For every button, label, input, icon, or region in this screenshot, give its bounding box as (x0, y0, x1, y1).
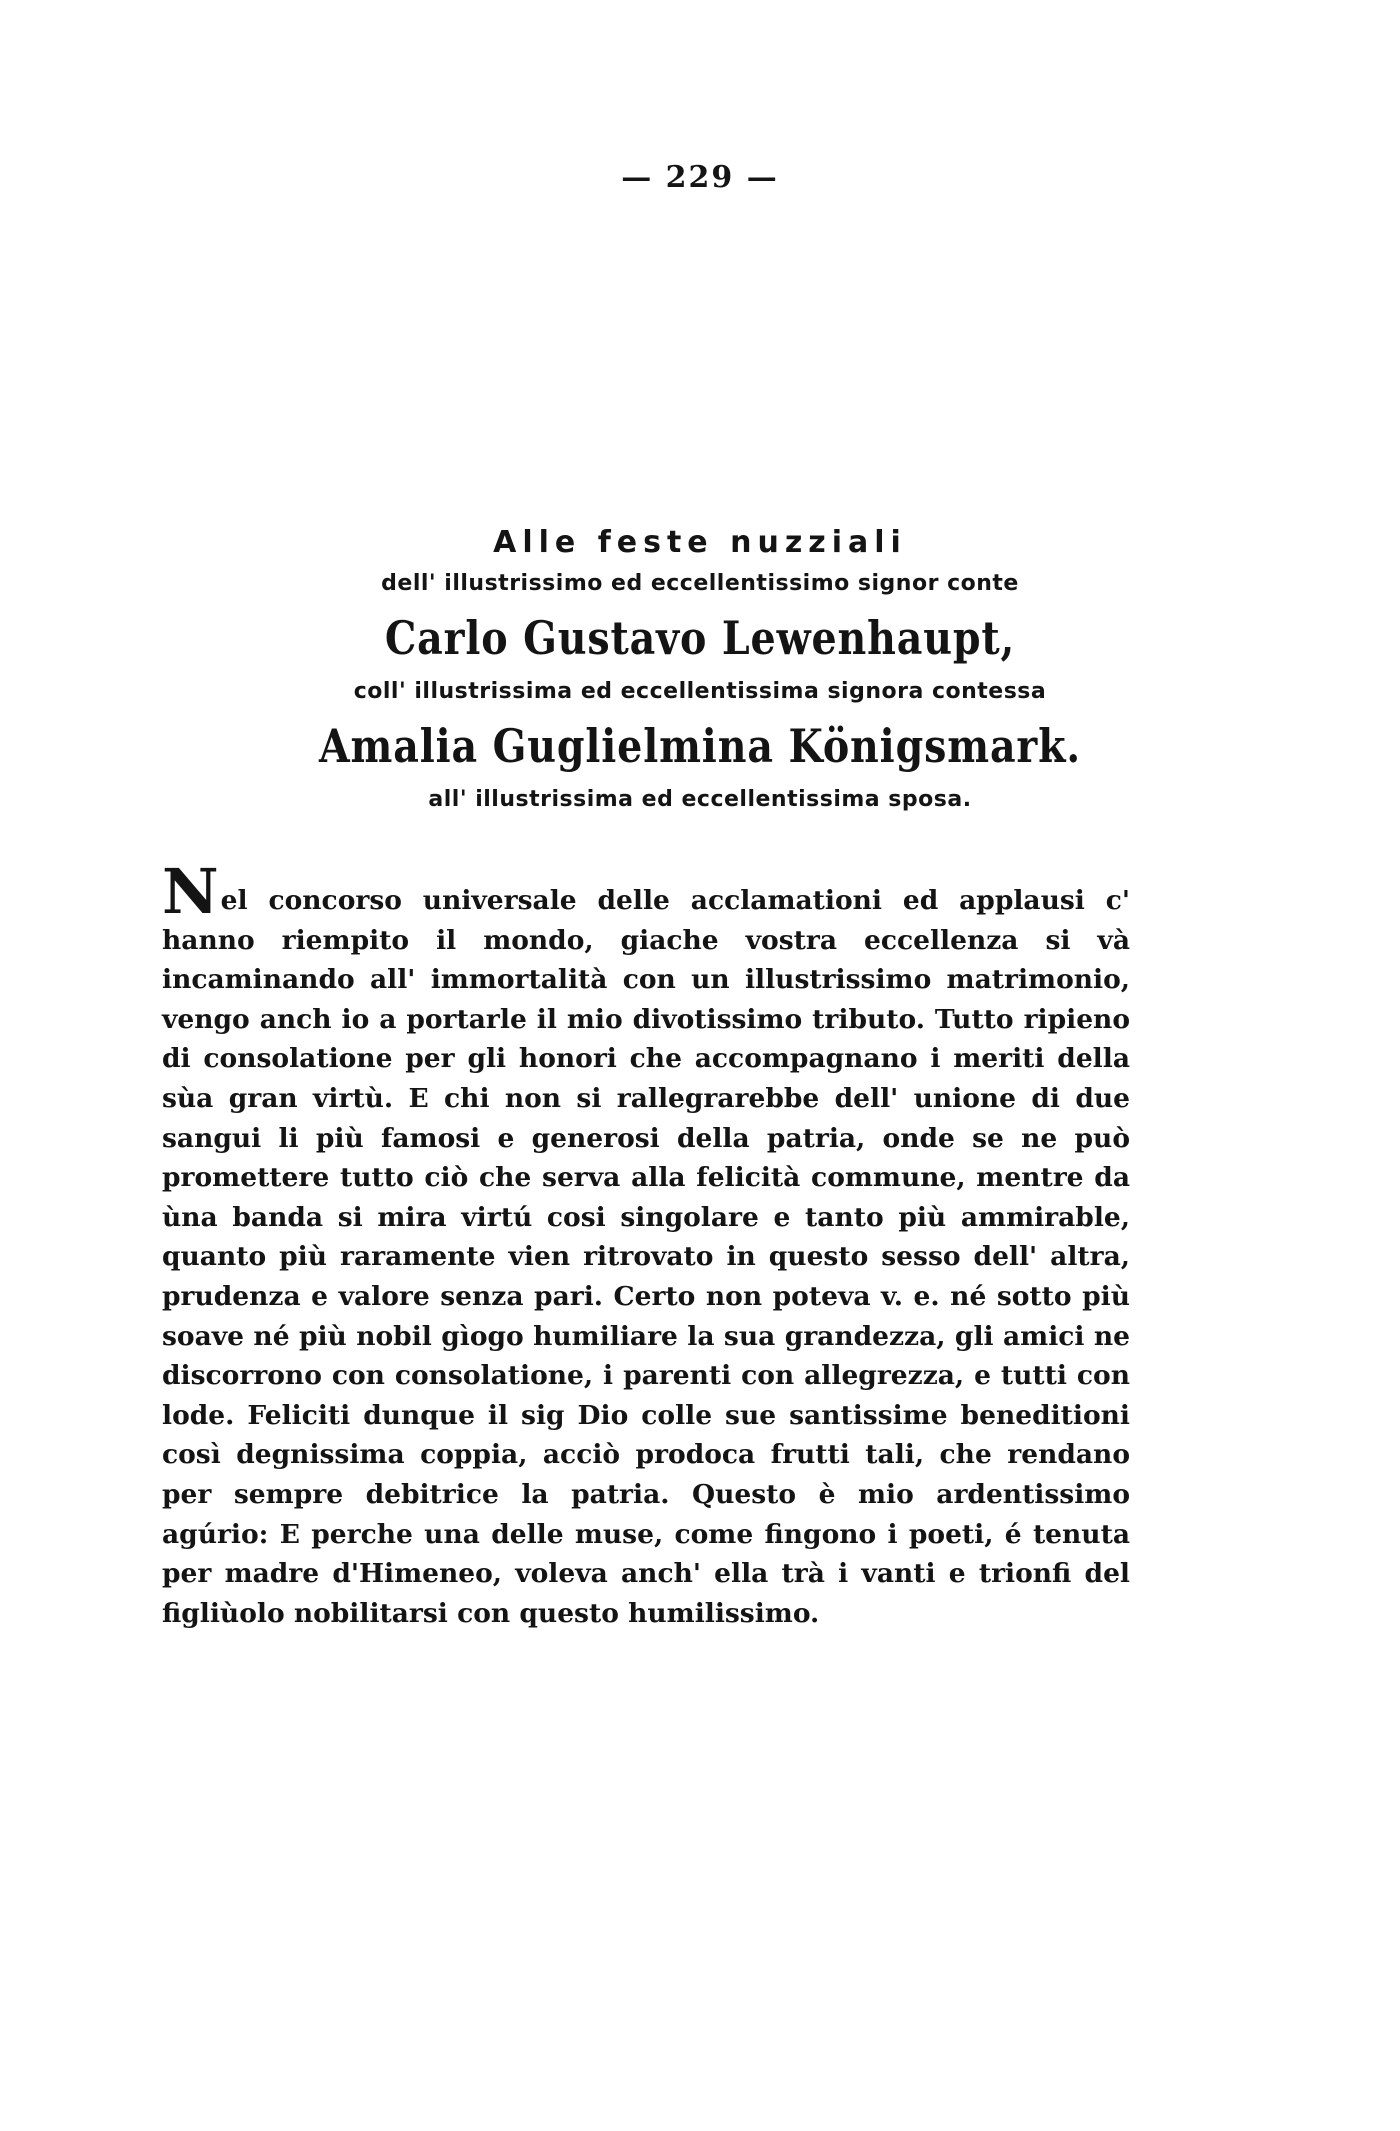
bride-name: Amalia Guglielmina Königsmark. (318, 719, 1082, 773)
drop-cap: N (162, 855, 219, 928)
body-paragraph (162, 855, 1130, 1633)
dedication-block (0, 522, 1400, 820)
dedication-line-groom-title: dell' illustrissimo ed eccellentissimo signor conte (381, 571, 1019, 596)
page-number: — 229 — (621, 160, 779, 195)
dedication-line-bride-title: coll' illustrissima ed eccellentissima signora contessa (353, 679, 1047, 704)
groom-name: Carlo Gustavo Lewenhaupt, (384, 611, 1016, 665)
body-text: el concorso universale delle acclamationi ed applausi c' hanno riempito il mondo, giache vostra eccellenza si và incaminando all' immortalità con un illustrissimo matrimonio, vengo anch io a portarle il mio divotissimo tributo. Tutto ripieno di consolatione per gli honori che accompagnano i meriti della sùa gran virtù. E chi non si rallegrarebbe dell' unione di due sangui li più famosi e generosi della patria, onde se ne può promettere tutto ciò che serva alla felicità commune, mentre da ùna banda si mira virtú cosi singolare e tanto più ammirable, quanto più raramente vien ritrovato in questo sesso dell' altra, prudenza e valore senza pari. Certo non poteva v. e. né sotto più soave né più nobil gìogo humiliare la sua grandezza, gli amici ne discorrono con consolatione, i parenti con allegrezza, e tutti con lode. Feliciti dunque il sig Dio colle sue santissime beneditioni così degnissima coppia, acciò prodoca frutti tali, che rendano per sempre debitrice la patria. Questo è mio ardentissimo agúrio: E perche una delle muse, come fingono i poeti, é tenuta per madre d'Himeneo, voleva anch' ella trà i vanti e trionfi del figliùolo nobilitarsi con questo humilissimo. (162, 885, 1130, 1629)
dedication-line-closing: all' illustrissima ed eccellentissima sposa. (428, 787, 972, 812)
dedication-heading: Alle feste nuzziali (493, 525, 907, 560)
